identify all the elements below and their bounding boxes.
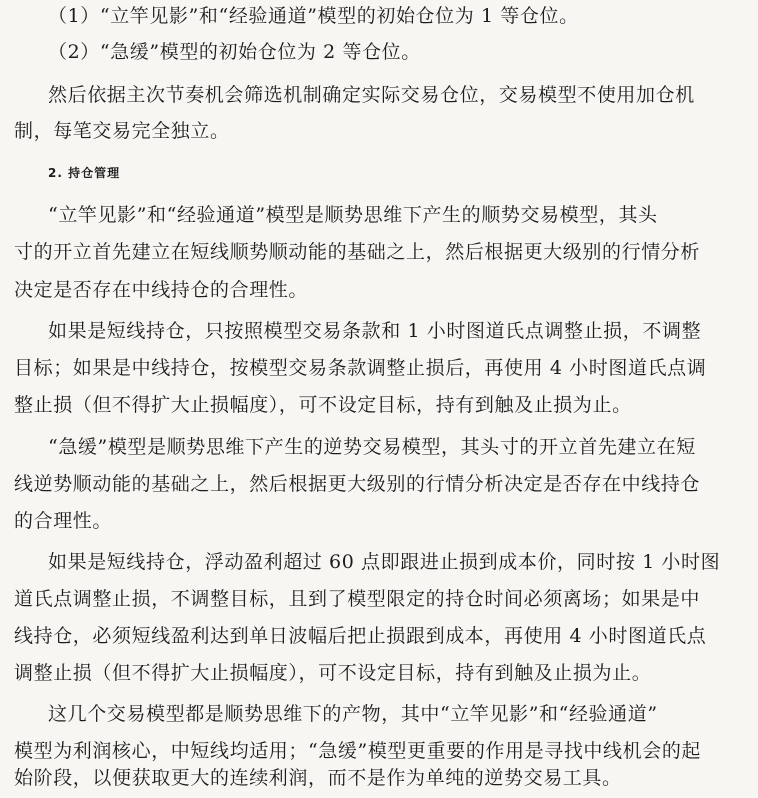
paragraph-line: 线逆势顺动能的基础之上，然后根据更大级别的行情分析决定是否存在中线持仓: [14, 473, 701, 495]
list-item-1: （1）“立竿见影”和“经验通道”模型的初始仓位为 1 等仓位。: [48, 5, 579, 27]
paragraph-line: 的合理性。: [14, 510, 113, 532]
paragraph-line: 寸的开立首先建立在短线顺势顺动能的基础之上，然后根据更大级别的行情分析: [14, 241, 701, 263]
paragraph-line: 始阶段，以便获取更大的连续利润，而不是作为单纯的逆势交易工具。: [14, 767, 622, 789]
paragraph-line: 如果是短线持仓，只按照模型交易条款和 1 小时图道氏点调整止损，不调整: [48, 320, 702, 342]
section-heading: 2. 持仓管理: [48, 166, 121, 180]
paragraph-line: 线持仓，必须短线盈利达到单日波幅后把止损跟到成本，再使用 4 小时图道氏点: [14, 625, 707, 647]
paragraph-line: 整止损（但不得扩大止损幅度），可不设定目标，持有到触及止损为止。: [14, 394, 632, 416]
paragraph-line: 道氏点调整止损，不调整目标，且到了模型限定的持仓时间必须离场；如果是中: [14, 588, 701, 610]
paragraph-line: 制，每笔交易完全独立。: [14, 120, 230, 142]
paragraph-line: 调整止损（但不得扩大止损幅度），可不设定目标，持有到触及止损为止。: [14, 662, 652, 684]
list-item-2: （2）“急缓”模型的初始仓位为 2 等仓位。: [48, 41, 421, 63]
paragraph-line: 然后依据主次节奏机会筛选机制确定实际交易仓位，交易模型不使用加仓机: [48, 84, 695, 106]
paragraph-line: 模型为利润核心，中短线均适用；“急缓”模型更重要的作用是寻找中线机会的起: [14, 740, 702, 762]
paragraph-line: 决定是否存在中线持仓的合理性。: [14, 279, 309, 301]
paragraph-line: 这几个交易模型都是顺势思维下的产物，其中“立竿见影”和“经验通道”: [48, 703, 658, 725]
paragraph-line: “立竿见影”和“经验通道”模型是顺势思维下产生的顺势交易模型，其头: [48, 204, 658, 226]
paragraph-line: “急缓”模型是顺势思维下产生的逆势交易模型，其头寸的开立首先建立在短: [48, 436, 696, 458]
paragraph-line: 目标；如果是中线持仓，按模型交易条款调整止损后，再使用 4 小时图道氏点调: [14, 357, 707, 379]
paragraph-line: 如果是短线持仓，浮动盈利超过 60 点即跟进止损到成本价，同时按 1 小时图: [48, 551, 721, 573]
